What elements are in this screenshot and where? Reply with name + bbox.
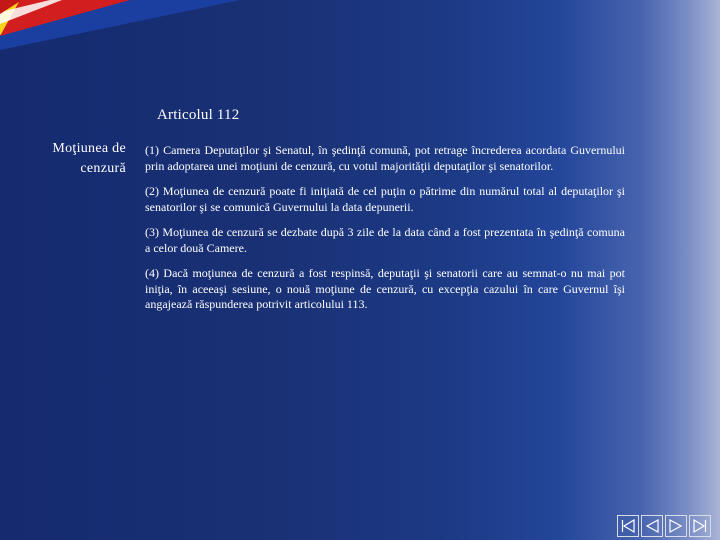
first-slide-button[interactable]	[617, 515, 639, 537]
article-content	[145, 143, 625, 323]
paragraph-2: (2) Moţiunea de cenzură poate fi iniţiată de cel puţin o pătrime din numărul total al deputaţilor şi senatorilor şi se comunică Guvernului la data depunerii.	[145, 184, 625, 214]
side-label-line-2: cenzură	[80, 161, 126, 176]
paragraph-4: (4) Dacă moţiunea de cenzură a fost respinsă, deputaţii şi senatorii care au semnat-o nu mai pot iniţia, în aceeaşi sesiune, o nouă moţiune de cenzură, cu excepţia cazului în care Guvernul îşi angajează răspunderea potrivit articolului 113.	[145, 266, 625, 311]
next-slide-button[interactable]	[665, 515, 687, 537]
paragraph-1: (1) Camera Deputaţilor şi Senatul, în şedinţă comună, pot retrage încrederea acordata Guvernului prin adoptarea unei moţiuni de cenzură, cu votul majorităţii deputaţilor şi senatorilor.	[145, 143, 625, 173]
previous-icon	[644, 518, 660, 534]
side-label	[20, 139, 126, 179]
previous-slide-button[interactable]	[641, 515, 663, 537]
slide-navigation	[617, 515, 711, 537]
last-icon	[692, 518, 708, 534]
side-label-line-1: Moţiunea de	[52, 141, 126, 156]
last-slide-button[interactable]	[689, 515, 711, 537]
next-icon	[668, 518, 684, 534]
article-title: Articolul 112	[157, 107, 240, 123]
flag-corner-decoration	[0, 0, 240, 50]
first-icon	[620, 518, 636, 534]
paragraph-3: (3) Moţiunea de cenzură se dezbate după 3 zile de la data când a fost prezentata în şedinţă comuna a celor două Camere.	[145, 225, 625, 255]
